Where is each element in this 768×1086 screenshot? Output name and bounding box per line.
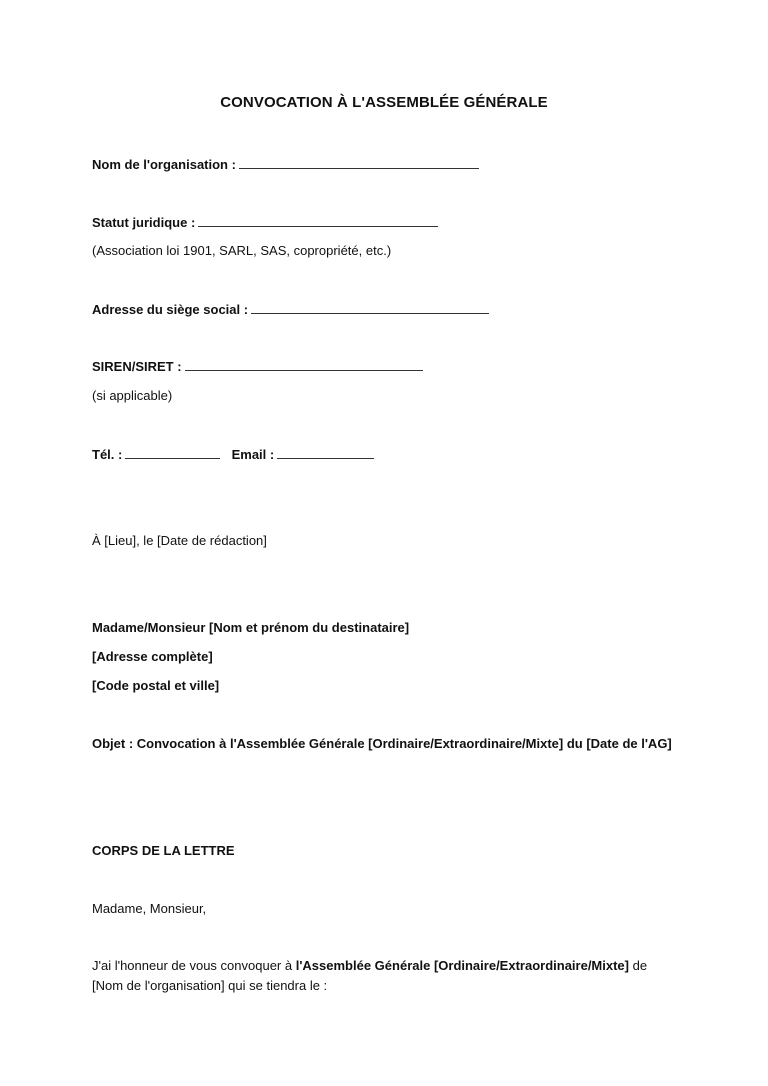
siren-siret-blank[interactable] xyxy=(185,358,423,371)
email-label: Email : xyxy=(231,447,275,462)
body-heading: CORPS DE LA LETTRE xyxy=(92,843,235,858)
body-paragraph-1 xyxy=(92,956,672,996)
subject-line: Objet : Convocation à l'Assemblée Générale [Ordinaire/Extraordinaire/Mixte] du [Date de l'AG] xyxy=(92,736,672,751)
siren-siret-label: SIREN/SIRET : xyxy=(92,359,182,374)
email-blank[interactable] xyxy=(277,446,374,459)
legal-status-label: Statut juridique : xyxy=(92,215,196,230)
legal-status-hint: (Association loi 1901, SARL, SAS, copropriété, etc.) xyxy=(92,243,392,258)
document-title: CONVOCATION À L'ASSEMBLÉE GÉNÉRALE xyxy=(220,94,548,111)
paragraph-1-assembly-type: l'Assemblée Générale [Ordinaire/Extraordinaire/Mixte] xyxy=(295,958,629,973)
siren-siret-hint: (si applicable) xyxy=(92,388,173,403)
phone-blank[interactable] xyxy=(125,446,220,459)
legal-status-blank[interactable] xyxy=(198,214,438,227)
organisation-name-label: Nom de l'organisation : xyxy=(92,157,236,172)
legal-status-field xyxy=(92,214,438,231)
place-date: À [Lieu], le [Date de rédaction] xyxy=(92,533,267,548)
organisation-name-field xyxy=(92,156,479,173)
paragraph-1-end: de [Nom de l'organisation] qui se tiendra le : xyxy=(92,958,648,993)
head-office-address-field xyxy=(92,301,489,318)
head-office-address-label: Adresse du siège social : xyxy=(92,302,249,317)
salutation: Madame, Monsieur, xyxy=(92,901,207,916)
paragraph-1-intro: J'ai l'honneur de vous convoquer à xyxy=(92,958,296,973)
contact-fields xyxy=(92,446,374,463)
recipient-name: Madame/Monsieur [Nom et prénom du destinataire] xyxy=(92,620,410,635)
phone-label: Tél. : xyxy=(92,447,123,462)
organisation-name-blank[interactable] xyxy=(239,156,479,169)
recipient-postal-city: [Code postal et ville] xyxy=(92,678,220,693)
head-office-address-blank[interactable] xyxy=(251,301,489,314)
siren-siret-field xyxy=(92,358,423,375)
recipient-address: [Adresse complète] xyxy=(92,649,213,664)
